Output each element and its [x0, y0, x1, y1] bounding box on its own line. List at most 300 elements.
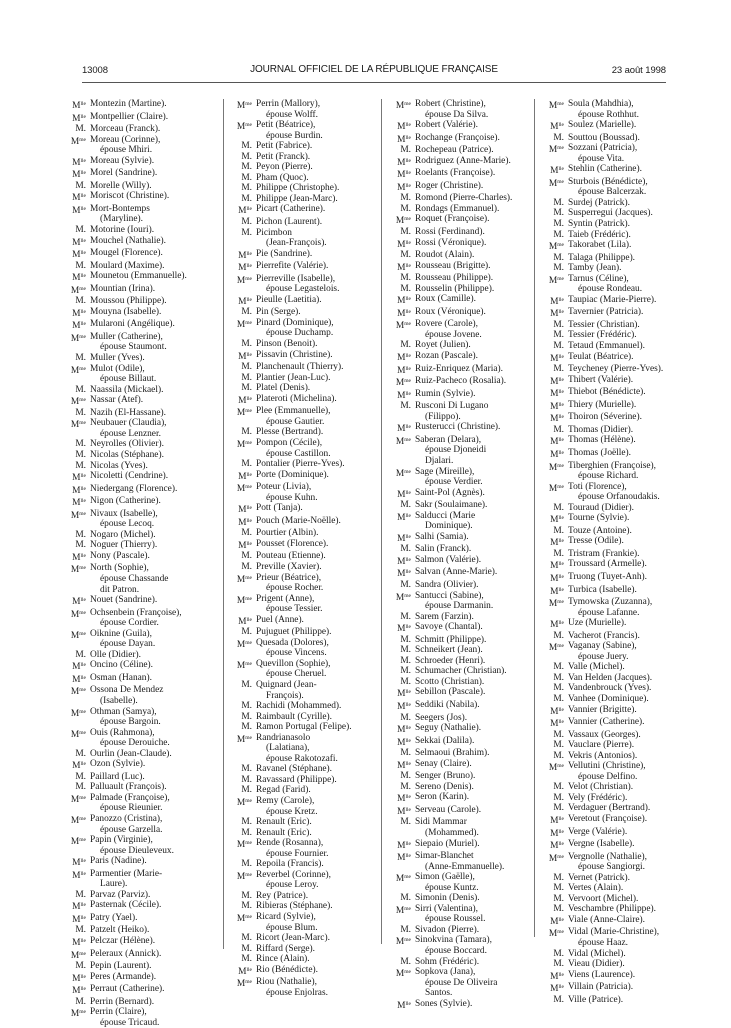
civility-superscript: lle — [80, 170, 86, 177]
entry-text — [90, 869, 162, 890]
list-entry — [60, 961, 225, 972]
civility-abbrev: M — [397, 533, 406, 544]
civility-abbrev: M. — [400, 634, 411, 645]
list-entry — [385, 759, 537, 772]
civility-abbrev: M. — [553, 219, 564, 230]
civility-superscript: me — [245, 639, 252, 646]
civility-title — [226, 217, 256, 228]
list-entry — [538, 959, 698, 970]
civility-abbrev: M. — [553, 341, 564, 352]
civility-title — [60, 913, 90, 926]
civility-abbrev: M — [72, 205, 81, 216]
list-entry — [226, 152, 382, 163]
person-name: Perrin (Claire), — [90, 1007, 147, 1018]
entry-text — [256, 828, 312, 839]
person-name: Mularoni (Angélique). — [90, 319, 175, 330]
civility-abbrev: M. — [241, 151, 252, 162]
list-entry — [60, 236, 225, 249]
entry-text — [568, 448, 631, 461]
name-continuation: épouse Da Silva. — [425, 109, 489, 120]
list-entry — [538, 230, 698, 241]
person-name: Simonin (Denis). — [415, 893, 480, 904]
civility-title — [538, 730, 568, 741]
entry-text — [256, 261, 328, 274]
person-name: Sidi Mammar — [415, 817, 467, 828]
person-name: Roger (Christine). — [415, 180, 484, 191]
list-entry — [538, 852, 698, 873]
entry-text — [415, 904, 485, 925]
person-name: Moussou (Philippe). — [90, 296, 167, 307]
entry-text — [90, 284, 155, 297]
person-name: Verdaguer (Bertrand). — [568, 803, 651, 814]
civility-superscript: lle — [405, 794, 411, 801]
entry-text — [568, 274, 642, 295]
civility-abbrev: M. — [400, 924, 411, 935]
civility-abbrev: M. — [400, 500, 411, 511]
entry-text — [415, 204, 499, 215]
civility-title — [538, 751, 568, 762]
list-entry — [385, 925, 537, 936]
civility-abbrev: M. — [75, 771, 86, 782]
list-entry — [60, 450, 225, 461]
entry-text — [90, 972, 156, 985]
civility-title — [538, 995, 568, 1006]
entry-text — [90, 772, 145, 783]
person-name: Niedergang (Florence). — [90, 483, 178, 494]
list-entry — [60, 296, 225, 307]
civility-title — [385, 319, 415, 340]
person-name: Platel (Denis). — [256, 383, 311, 394]
list-entry — [60, 707, 225, 728]
civility-superscript: me — [245, 122, 252, 129]
civility-title — [538, 803, 568, 814]
entry-text — [568, 99, 639, 120]
civility-superscript: lle — [246, 395, 252, 402]
person-name: Stehlin (Catherine). — [568, 164, 642, 175]
person-name: Rachidi (Mohammed). — [256, 701, 342, 712]
civility-abbrev: M. — [553, 994, 564, 1005]
entry-text — [568, 683, 651, 694]
civility-superscript: me — [245, 319, 252, 326]
civility-abbrev: M. — [241, 141, 252, 152]
civility-title — [538, 949, 568, 960]
list-entry — [60, 191, 225, 204]
list-entry — [385, 250, 537, 261]
civility-abbrev: M. — [241, 943, 252, 954]
name-continuation: (Jean-François). — [266, 238, 327, 249]
list-entry — [226, 712, 382, 723]
entry-text — [568, 970, 635, 983]
list-entry — [385, 467, 537, 488]
civility-title — [60, 551, 90, 564]
civility-title — [60, 332, 90, 353]
civility-abbrev: M. — [75, 353, 86, 364]
list-entry — [226, 406, 382, 427]
civility-title — [385, 488, 415, 501]
civility-title — [60, 984, 90, 997]
list-entry — [538, 740, 698, 751]
entry-text — [568, 536, 624, 549]
entry-text — [568, 295, 656, 308]
entry-text — [568, 873, 630, 884]
list-entry — [226, 680, 382, 701]
civility-title — [538, 631, 568, 642]
list-entry — [226, 659, 382, 680]
civility-superscript: lle — [558, 414, 564, 421]
civility-superscript: me — [79, 630, 86, 637]
list-entry — [538, 631, 698, 642]
list-entry — [538, 295, 698, 308]
list-entry — [60, 936, 225, 949]
civility-title — [385, 759, 415, 772]
civility-abbrev: M. — [553, 672, 564, 683]
entry-text — [415, 181, 483, 194]
civility-title — [538, 982, 568, 995]
entry-text — [568, 814, 647, 827]
civility-title — [385, 967, 415, 999]
person-name: Vannier (Catherine). — [568, 717, 645, 728]
list-entry — [60, 364, 225, 385]
entry-text — [90, 749, 172, 760]
person-name: Thiery (Murielle). — [568, 399, 637, 410]
entry-text — [90, 307, 161, 320]
person-name: Teulat (Béatrice). — [568, 351, 634, 362]
list-entry — [538, 513, 698, 526]
civility-superscript: me — [557, 462, 564, 469]
entry-text — [256, 965, 318, 978]
entry-text — [415, 376, 506, 389]
list-entry — [385, 351, 537, 364]
list-entry — [538, 894, 698, 905]
civility-superscript: lle — [80, 552, 86, 559]
civility-abbrev: M — [548, 178, 558, 189]
name-continuation: épouse Gautier. — [266, 416, 325, 427]
name-continuation: épouse Richard. — [578, 471, 639, 482]
civility-abbrev: M — [72, 157, 81, 168]
person-name: Mort-Bontemps — [90, 203, 150, 214]
civility-title — [385, 999, 415, 1012]
civility-title — [385, 261, 415, 274]
entry-text — [90, 540, 157, 551]
person-name: Ravanel (Stéphane). — [256, 764, 333, 775]
civility-title — [60, 629, 90, 650]
list-entry — [60, 856, 225, 869]
column-divider — [223, 99, 224, 949]
person-name: Rovere (Carole), — [415, 319, 478, 330]
entry-text — [90, 925, 149, 936]
entry-text — [90, 900, 161, 913]
person-name: Sakr (Soulaimane). — [415, 500, 488, 511]
civility-title — [226, 551, 256, 562]
civility-title — [226, 459, 256, 470]
civility-superscript: lle — [558, 376, 564, 383]
civility-title — [60, 660, 90, 673]
person-name: Rodriguez (Anne-Marie). — [415, 155, 511, 166]
civility-superscript: lle — [405, 170, 411, 177]
entry-text — [256, 503, 303, 516]
civility-abbrev: M. — [400, 712, 411, 723]
civility-superscript: lle — [80, 113, 86, 120]
entry-text — [568, 253, 635, 264]
person-name: Montpellier (Claire). — [90, 111, 169, 122]
civility-title — [385, 591, 415, 612]
person-name: Tessier (Frédéric). — [568, 330, 637, 341]
person-name: Motorine (Iouri). — [90, 225, 155, 236]
entry-text — [256, 796, 318, 817]
civility-abbrev: M — [238, 296, 247, 307]
civility-title — [538, 827, 568, 840]
entry-text — [90, 728, 170, 749]
civility-abbrev: M. — [241, 307, 252, 318]
civility-abbrev: M — [397, 853, 406, 864]
entry-text — [256, 775, 337, 786]
person-name: Ourlin (Jean-Claude). — [90, 748, 172, 759]
entry-text — [256, 933, 330, 944]
civility-abbrev: M — [548, 242, 558, 253]
civility-title — [60, 900, 90, 913]
person-name: Vacherot (Francis). — [568, 630, 640, 641]
entry-text — [90, 856, 147, 869]
list-entry — [226, 965, 382, 978]
civility-superscript: lle — [80, 761, 86, 768]
civility-title — [60, 191, 90, 204]
civility-abbrev: M. — [75, 925, 86, 936]
civility-title — [60, 759, 90, 772]
person-name: Pichon (Laurent). — [256, 217, 323, 228]
civility-title — [385, 666, 415, 677]
civility-title — [385, 307, 415, 320]
entry-text — [415, 935, 492, 956]
entry-text — [568, 730, 641, 741]
entry-text — [90, 385, 163, 396]
civility-title — [60, 772, 90, 783]
list-entry — [538, 240, 698, 253]
civility-title — [538, 177, 568, 198]
civility-superscript: me — [557, 599, 564, 606]
entry-text — [568, 219, 630, 230]
civility-abbrev: M. — [241, 627, 252, 638]
civility-abbrev: M. — [400, 771, 411, 782]
civility-abbrev: M — [236, 639, 246, 650]
list-entry — [538, 387, 698, 400]
person-name: Nicolas (Stéphane). — [90, 449, 164, 460]
person-name: Rousseau (Philippe). — [415, 273, 494, 284]
person-name: Troussard (Armelle). — [568, 559, 647, 570]
civility-abbrev: M — [397, 157, 406, 168]
civility-abbrev: M — [550, 719, 559, 730]
civility-abbrev: M — [236, 319, 246, 330]
list-entry — [385, 805, 537, 818]
civility-abbrev: M. — [553, 683, 564, 694]
list-entry — [538, 99, 698, 120]
person-name: Neyrolles (Olivier). — [90, 439, 164, 450]
civility-superscript: me — [79, 816, 86, 822]
civility-abbrev: M — [550, 561, 559, 572]
name-continuation: épouse Jovene. — [425, 329, 482, 340]
civility-abbrev: M — [72, 321, 81, 332]
civility-superscript: me — [404, 937, 411, 944]
person-name: Ravassard (Philippe). — [256, 774, 337, 785]
name-continuation: épouse Roussel. — [425, 914, 486, 925]
civility-superscript: lle — [558, 816, 564, 822]
civility-superscript: lle — [405, 489, 411, 496]
entry-text — [415, 700, 480, 713]
entry-text — [256, 870, 331, 891]
person-name: Surdej (Patrick). — [568, 197, 630, 208]
civility-title — [226, 828, 256, 839]
civility-superscript: lle — [558, 309, 564, 316]
person-name: Viale (Anne-Claire). — [568, 914, 646, 925]
name-continuation: épouse Rieunier. — [100, 803, 163, 814]
civility-abbrev: M — [397, 262, 406, 273]
civility-title — [60, 728, 90, 749]
person-name: Rende (Rosanna), — [256, 838, 324, 849]
name-continuation: épouse Haaz. — [578, 938, 628, 949]
civility-superscript: lle — [405, 239, 411, 246]
entry-text — [415, 340, 471, 351]
civility-abbrev: M. — [241, 933, 252, 944]
entry-text — [415, 567, 497, 580]
civility-abbrev: M. — [241, 711, 252, 722]
person-name: Oiknine (Guila), — [90, 628, 152, 639]
civility-superscript: lle — [405, 122, 411, 129]
civility-title — [538, 364, 568, 375]
civility-abbrev: M. — [75, 407, 86, 418]
civility-abbrev: M — [72, 193, 81, 204]
civility-abbrev: M — [238, 966, 247, 977]
entry-text — [415, 782, 474, 793]
list-entry — [60, 629, 225, 650]
civility-abbrev: M — [397, 760, 406, 771]
person-name: Naassila (Mickael). — [90, 384, 164, 395]
person-name: Nouet (Sandrine). — [90, 595, 158, 606]
name-continuation: (Mohammed). — [425, 828, 479, 838]
list-entry — [538, 730, 698, 741]
list-entry — [60, 307, 225, 320]
list-entry — [226, 891, 382, 902]
entry-text — [256, 274, 339, 295]
civility-title — [385, 364, 415, 377]
civility-abbrev: M — [70, 365, 80, 376]
civility-superscript: me — [79, 365, 86, 372]
entry-text — [256, 859, 324, 870]
civility-title — [60, 595, 90, 608]
person-name: Sinokvina (Tamara), — [415, 935, 492, 946]
list-entry — [385, 622, 537, 635]
person-name: Parvaz (Parviz). — [90, 889, 151, 900]
civility-abbrev: M. — [75, 460, 86, 471]
civility-abbrev: M — [238, 263, 247, 274]
civility-title — [60, 284, 90, 297]
civility-title — [538, 904, 568, 915]
civility-title — [538, 559, 568, 572]
civility-title — [538, 618, 568, 631]
list-entry — [60, 925, 225, 936]
civility-abbrev: M. — [400, 893, 411, 904]
entry-text — [256, 406, 330, 427]
civility-superscript: lle — [558, 620, 564, 627]
person-name: Sandra (Olivier). — [415, 579, 479, 590]
civility-abbrev: M — [397, 182, 406, 193]
entry-text — [415, 307, 486, 320]
civility-title — [538, 761, 568, 782]
civility-title — [226, 438, 256, 459]
entry-text — [568, 435, 636, 448]
list-entry — [385, 771, 537, 782]
civility-abbrev: M. — [75, 529, 86, 540]
entry-text — [90, 890, 150, 901]
civility-abbrev: M — [550, 816, 559, 826]
civility-title — [538, 230, 568, 241]
civility-title — [60, 364, 90, 385]
civility-title — [60, 168, 90, 181]
civility-abbrev: M. — [400, 203, 411, 214]
person-name: Patzelt (Heiko). — [90, 925, 150, 936]
entry-text — [256, 194, 338, 205]
entry-text — [415, 759, 472, 772]
person-name: Morel (Sandrine). — [90, 168, 158, 179]
list-entry — [60, 248, 225, 261]
list-entry — [538, 641, 698, 662]
list-entry — [538, 673, 698, 684]
civility-abbrev: M — [70, 1009, 80, 1020]
entry-text — [256, 373, 330, 384]
person-name: Taupiac (Marie-Pierre). — [568, 294, 657, 305]
list-entry — [385, 120, 537, 133]
name-continuation: épouse Staumont. — [100, 342, 167, 353]
name-continuation: épouse Kuntz. — [425, 882, 479, 893]
entry-text — [568, 513, 629, 526]
civility-abbrev: M — [550, 971, 559, 982]
person-name: Repoila (Francis). — [256, 859, 324, 870]
civility-superscript: me — [557, 929, 564, 936]
list-entry — [538, 793, 698, 804]
person-name: Renault (Eric). — [256, 827, 312, 838]
civility-title — [385, 904, 415, 925]
civility-abbrev: M. — [241, 459, 252, 470]
list-entry — [385, 544, 537, 555]
entry-text — [90, 551, 150, 564]
civility-superscript: lle — [246, 206, 252, 213]
civility-title — [538, 387, 568, 400]
entry-text — [568, 400, 636, 413]
civility-title — [538, 120, 568, 133]
civility-abbrev: M. — [241, 785, 252, 796]
civility-abbrev: M — [72, 902, 81, 913]
entry-text — [90, 793, 170, 814]
civility-title — [385, 635, 415, 646]
entry-text — [415, 532, 469, 545]
list-entry — [60, 608, 225, 629]
name-continuation: (Anne-Emmanuelle). — [425, 861, 505, 872]
person-name: Ville (Patrice). — [568, 994, 624, 1005]
person-name: Seddiki (Nabila). — [415, 699, 480, 710]
list-entry — [226, 573, 382, 594]
entry-text — [415, 687, 485, 700]
list-entry — [60, 284, 225, 297]
list-entry — [538, 585, 698, 598]
civility-abbrev: M. — [400, 817, 411, 828]
civility-superscript: me — [245, 408, 252, 415]
entry-text — [415, 238, 486, 251]
person-name: Ricort (Jean-Marc). — [256, 933, 330, 944]
list-entry — [60, 793, 225, 814]
entry-text — [568, 240, 631, 253]
civility-title — [538, 694, 568, 705]
name-continuation: dit Patron. — [100, 584, 140, 595]
list-entry — [226, 350, 382, 363]
list-entry — [60, 913, 225, 926]
